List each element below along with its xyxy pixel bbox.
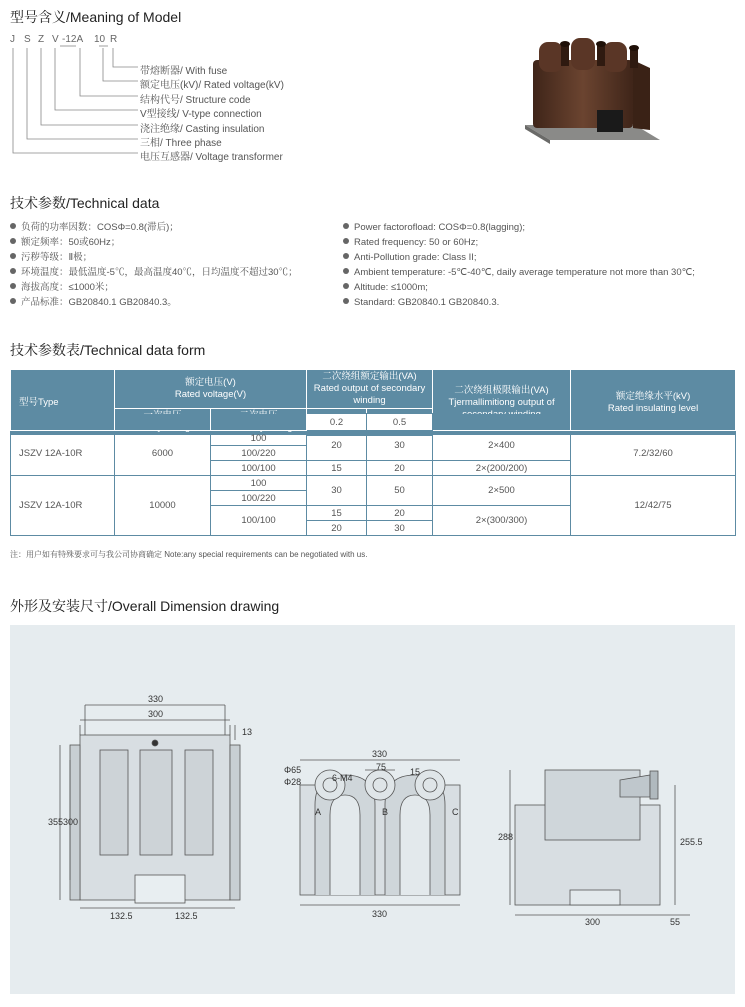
- front-view: [60, 705, 240, 908]
- code-letter-s: S: [24, 34, 31, 45]
- side-view: [510, 770, 690, 915]
- terminal-b-label: B: [382, 807, 389, 817]
- tech-en-standard: Standard: GB20840.1 GB20840.3.: [343, 295, 695, 310]
- header-rated-output: 二次绕组额定输出(VA) Rated output of secondary winding: [307, 370, 433, 409]
- cell-insulation: 12/42/75: [571, 476, 736, 536]
- cell-v02: 20: [307, 521, 367, 536]
- cell-v05: 50: [367, 476, 433, 506]
- cell-v05: 20: [367, 461, 433, 476]
- legend-casting-insulation: 浇注绝缘/ Casting insulation: [140, 124, 265, 135]
- terminal-c-label: C: [452, 807, 459, 817]
- cell-v05: 30: [367, 431, 433, 461]
- model-section-title: 型号含义/Meaning of Model: [10, 9, 182, 25]
- tech-en-temperature: Ambient temperature: -5℃-40℃, daily average temperature not more than 30℃;: [343, 265, 695, 280]
- cell-limit: 2×(300/300): [433, 506, 571, 536]
- side-dim-tail: 55: [670, 917, 681, 927]
- table-row: [11, 431, 736, 446]
- tech-en-power-factor: Power factorofload: COSΦ=0.8(lagging);: [343, 220, 695, 235]
- legend-voltage-transformer: 电压互感器/ Voltage transformer: [140, 152, 283, 163]
- model-bracket-lines: [0, 40, 140, 170]
- cell-v02: 15: [307, 506, 367, 521]
- legend-three-phase: 三相/ Three phase: [140, 138, 222, 149]
- tech-data-title: 技术参数/Technical data: [10, 195, 160, 211]
- tech-cn-frequency: 额定频率：50或60Hz；: [10, 235, 298, 250]
- cell-secondary: 100/220: [211, 491, 307, 506]
- cell-v02: 30: [307, 476, 367, 506]
- tech-data-en-list: [343, 220, 695, 310]
- side-dim-height-2: 255.5: [680, 837, 703, 847]
- top-dim-base: 330: [372, 909, 388, 919]
- header-type: 型号Type: [11, 370, 115, 436]
- tech-en-pollution: Anti-Pollution grade: Class II;: [343, 250, 695, 265]
- product-image: [515, 30, 665, 160]
- cell-limit: 2×400: [433, 431, 571, 461]
- top-dim-diameter-inner: Φ28: [284, 777, 302, 787]
- front-dim-width-outer: 330: [148, 694, 164, 704]
- cell-type: JSZV 12A-10R: [11, 476, 115, 536]
- cell-primary: 10000: [115, 476, 211, 536]
- code-letter-r: R: [110, 34, 118, 45]
- cell-v05: 30: [367, 521, 433, 536]
- front-dim-width-inner: 300: [148, 709, 164, 719]
- side-dim-base: 300: [585, 917, 601, 927]
- header-col-02: 0.2: [307, 414, 367, 431]
- tech-en-frequency: Rated frequency: 50 or 60Hz;: [343, 235, 695, 250]
- cell-limit: 2×(200/200): [433, 461, 571, 476]
- cell-secondary: 100/220: [211, 446, 307, 461]
- cell-insulation: 7.2/32/60: [571, 431, 736, 476]
- header-col-05: 0.5: [367, 414, 433, 431]
- tech-data-cn-list: [10, 220, 298, 310]
- top-dim-width: 330: [372, 749, 388, 759]
- code-letter-z: Z: [38, 34, 45, 45]
- tech-en-altitude: Altitude: ≤1000m;: [343, 280, 695, 295]
- table-section-title: 技术参数表/Technical data form: [10, 342, 206, 358]
- header-rated-voltage: 额定电压(V) Rated voltage(V): [115, 370, 307, 409]
- cell-secondary: 100: [211, 476, 307, 491]
- dimension-drawing: [10, 625, 735, 994]
- top-dim-thread: 6-M4: [332, 773, 353, 783]
- code-letter-v: V: [52, 34, 59, 45]
- table-note: 注：用户如有特殊要求可与我公司协商确定 Note:any special requirements can be negotiated with us.: [10, 550, 368, 559]
- tech-cn-power-factor: 负荷的功率因数：COSΦ=0.8(滞后)；: [10, 220, 298, 235]
- tech-cn-altitude: 海拔高度：≤1000米；: [10, 280, 298, 295]
- cell-primary: 6000: [115, 431, 211, 476]
- tech-cn-standard: 产品标准：GB20840.1 GB20840.3。: [10, 295, 298, 310]
- dimension-section-title: 外形及安装尺寸/Overall Dimension drawing: [10, 598, 280, 614]
- code-letter-12a: -12A: [62, 34, 84, 45]
- header-limit-output: 二次绕组极限输出(VA) Tjermallimitiong output of: [433, 370, 571, 436]
- cell-v02: 15: [307, 461, 367, 476]
- cell-secondary: 100: [211, 431, 307, 446]
- code-letter-j: J: [10, 34, 15, 45]
- header-insulation: 额定绝缘水平(kV) Rated insulating level: [571, 370, 736, 436]
- legend-structure-code: 结构代号/ Structure code: [140, 95, 251, 106]
- top-dim-diameter-outer: Φ65: [284, 765, 302, 775]
- front-dim-height-inner: 300: [63, 817, 79, 827]
- top-view: [300, 760, 460, 905]
- terminal-a-label: A: [315, 807, 322, 817]
- top-dim-offset: 15: [410, 767, 421, 777]
- technical-data-body: [10, 413, 736, 536]
- code-letter-10: 10: [94, 34, 106, 45]
- top-dim-spacing: 75: [376, 762, 387, 772]
- cell-secondary: 100/100: [211, 461, 307, 476]
- legend-with-fuse: 带熔断器/ With fuse: [140, 66, 228, 77]
- tech-cn-temperature: 环境温度：最低温度-5℃，最高温度40℃，日均温度不超过30℃；: [10, 265, 298, 280]
- cell-secondary: 100/100: [211, 506, 307, 536]
- table-row: [11, 476, 736, 491]
- legend-rated-voltage: 额定电压(kV)/ Rated voltage(kV): [140, 80, 284, 91]
- front-dim-top: 13: [242, 727, 253, 737]
- cell-v02: 20: [307, 431, 367, 461]
- front-dim-base-right: 132.5: [175, 911, 198, 921]
- cell-v05: 20: [367, 506, 433, 521]
- tech-cn-pollution: 污秽等级：Ⅱ极；: [10, 250, 298, 265]
- side-dim-height-1: 288: [498, 832, 514, 842]
- cell-limit: 2×500: [433, 476, 571, 506]
- front-dim-height-outer: 355: [48, 817, 64, 827]
- cell-type: JSZV 12A-10R: [11, 431, 115, 476]
- front-dim-base-left: 132.5: [110, 911, 133, 921]
- legend-v-connection: V型接线/ V-type connection: [140, 109, 262, 120]
